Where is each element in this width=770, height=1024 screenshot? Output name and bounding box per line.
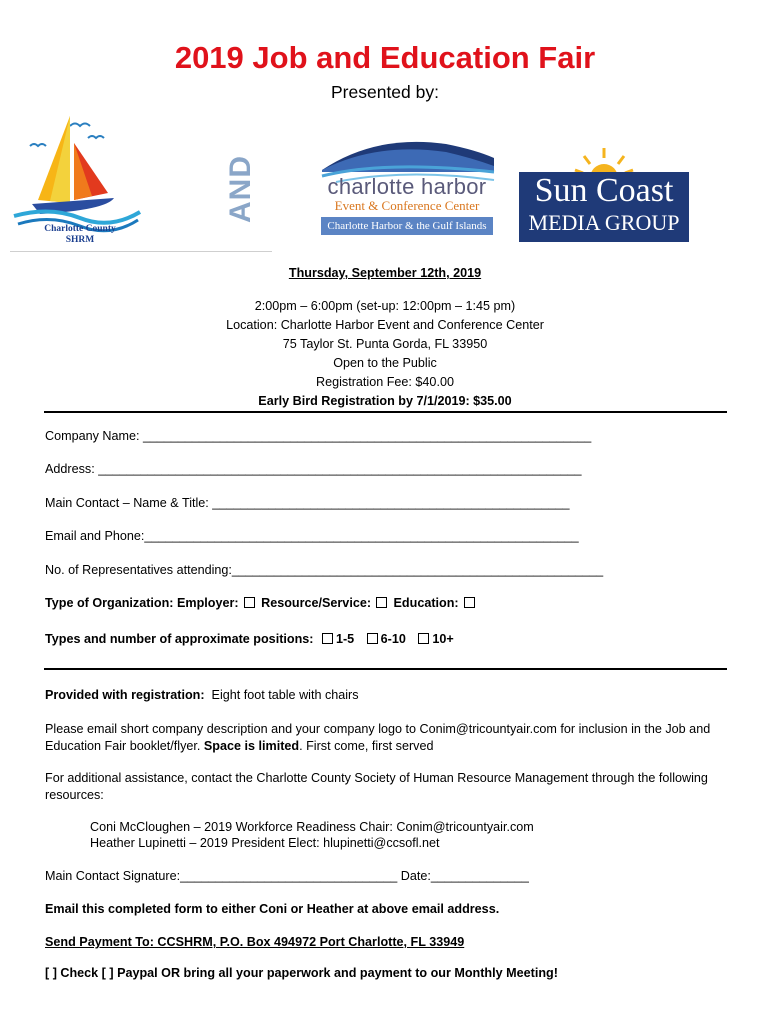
contact-heather: Heather Lupinetti – 2019 President Elect: hlupinetti@ccsofl.net xyxy=(90,836,440,850)
sun-coast-sub: MEDIA GROUP xyxy=(528,210,680,235)
contact-coni: Coni McCloughen – 2019 Workforce Readiness Chair: Conim@tricountyair.com xyxy=(90,820,534,834)
event-location: Location: Charlotte Harbor Event and Conference Center xyxy=(226,318,544,332)
email-paragraph xyxy=(45,721,735,755)
email-phone-field[interactable]: Email and Phone:______________________________________________________________ xyxy=(45,529,579,543)
signature-line[interactable]: Main Contact Signature:_______________________________ Date:______________ xyxy=(45,869,529,883)
resource-checkbox[interactable] xyxy=(376,597,387,608)
education-checkbox[interactable] xyxy=(464,597,475,608)
employer-checkbox[interactable] xyxy=(244,597,255,608)
positions-6-10-checkbox[interactable] xyxy=(367,633,378,644)
payment-method-line: [ ] Check [ ] Paypal OR bring all your paperwork and payment to our Monthly Meeting! xyxy=(45,966,558,980)
provided-value: Eight foot table with chairs xyxy=(211,688,359,702)
email-instruction: Email this completed form to either Coni or Heather at above email address. xyxy=(45,902,500,916)
email-paragraph-text: Please email short company description and your company logo to Conim@tricountyair.com for inclusion in the Job and Education Fair booklet/flyer. xyxy=(45,722,711,753)
divider-top xyxy=(44,411,727,413)
positions-label: Types and number of approximate positions: xyxy=(45,632,314,646)
org-option-resource: Resource/Service: xyxy=(261,596,372,610)
main-contact-field[interactable]: Main Contact – Name & Title: ___________________________________________________ xyxy=(45,496,570,510)
early-bird: Early Bird Registration by 7/1/2019: $35.00 xyxy=(258,394,512,408)
page-subtitle: Presented by: xyxy=(331,82,439,102)
sun-coast-logo xyxy=(519,146,689,242)
shrm-line1: Charlotte County xyxy=(44,224,116,234)
page-title: 2019 Job and Education Fair xyxy=(174,40,596,75)
address-field[interactable]: Address: _____________________________________________________________________ xyxy=(45,462,582,476)
harbor-tagline: Event & Conference Center xyxy=(334,198,480,213)
and-text: AND xyxy=(224,155,257,223)
event-fee: Registration Fee: $40.00 xyxy=(316,375,454,389)
event-public: Open to the Public xyxy=(333,356,437,370)
positions-10-plus-checkbox[interactable] xyxy=(418,633,429,644)
positions-6-10: 6-10 xyxy=(380,632,406,646)
org-option-education: Education: xyxy=(393,596,459,610)
charlotte-harbor-logo xyxy=(316,136,498,242)
divider-middle xyxy=(44,668,727,670)
organization-type-row xyxy=(45,596,478,610)
organization-type-label: Type of Organization: xyxy=(45,596,174,610)
assistance-paragraph: For additional assistance, contact the Charlotte County Society of Human Resource Management through the following resources: xyxy=(45,771,708,802)
harbor-banner: Charlotte Harbor & the Gulf Islands xyxy=(321,217,493,235)
representatives-field[interactable]: No. of Representatives attending:_____________________________________________________ xyxy=(45,563,604,577)
positions-row xyxy=(45,632,454,646)
provided-line xyxy=(45,688,359,702)
positions-1-5-checkbox[interactable] xyxy=(322,633,333,644)
company-name-field[interactable]: Company Name: ________________________________________________________________ xyxy=(45,429,592,443)
positions-1-5: 1-5 xyxy=(335,632,355,646)
provided-label: Provided with registration: xyxy=(45,688,205,702)
email-paragraph-end: . First come, first served xyxy=(299,739,434,753)
org-option-employer: Employer: xyxy=(177,596,239,610)
sun-coast-name: Sun Coast xyxy=(534,172,674,209)
shrm-line2: SHRM xyxy=(65,235,95,245)
harbor-name: charlotte harbor xyxy=(327,174,487,199)
event-time: 2:00pm – 6:00pm (set-up: 12:00pm – 1:45 pm) xyxy=(254,299,516,313)
event-date: Thursday, September 12th, 2019 xyxy=(288,266,482,280)
payment-address: Send Payment To: CCSHRM, P.O. Box 494972 Port Charlotte, FL 33949 xyxy=(45,935,465,949)
event-address: 75 Taylor St. Punta Gorda, FL 33950 xyxy=(282,337,488,351)
positions-10-plus: 10+ xyxy=(432,632,454,646)
space-limited: Space is limited xyxy=(203,739,300,753)
